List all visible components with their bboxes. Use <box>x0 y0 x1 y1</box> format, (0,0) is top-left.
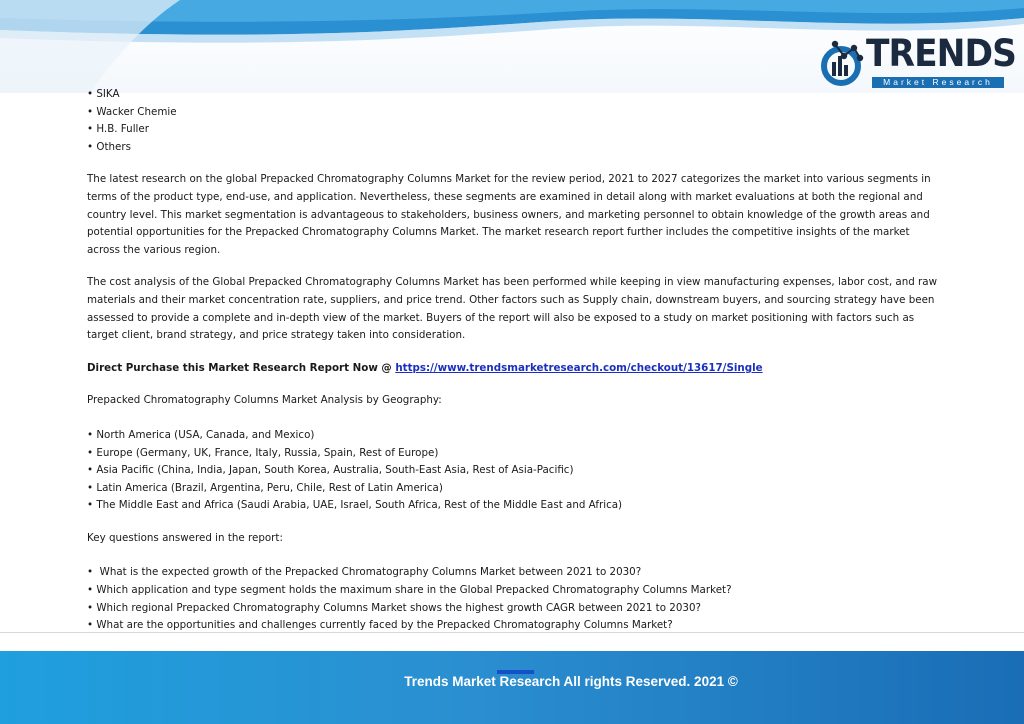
questions-list <box>87 564 937 634</box>
list-item: • What are the opportunities and challenges currently faced by the Prepacked Chromatography Columns Market? <box>87 617 937 635</box>
purchase-link[interactable]: https://www.trendsmarketresearch.com/checkout/13617/Single <box>395 361 763 374</box>
companies-list <box>87 86 937 156</box>
page-header <box>0 0 1024 93</box>
list-item: • Latin America (Brazil, Argentina, Peru, Chile, Rest of Latin America) <box>87 480 937 498</box>
list-item: • Asia Pacific (China, India, Japan, South Korea, Australia, South-East Asia, Rest of Asia-Pacific) <box>87 462 937 480</box>
list-item: • Which application and type segment holds the maximum share in the Global Prepacked Chromatography Columns Market? <box>87 582 937 600</box>
trends-logo <box>820 32 1017 90</box>
purchase-line <box>87 360 937 378</box>
list-item: • Wacker Chemie <box>87 104 937 122</box>
logo-mark-icon <box>820 34 868 90</box>
list-item: • The Middle East and Africa (Saudi Arabia, UAE, Israel, South Africa, Rest of the Middle East and Africa) <box>87 497 937 515</box>
list-item: • North America (USA, Canada, and Mexico) <box>87 427 937 445</box>
footer-divider <box>0 632 1024 633</box>
list-item: • Others <box>87 139 937 157</box>
page-footer <box>0 651 1024 724</box>
list-item: • H.B. Fuller <box>87 121 937 139</box>
geography-list <box>87 427 937 515</box>
list-item: • Europe (Germany, UK, France, Italy, Russia, Spain, Rest of Europe) <box>87 445 937 463</box>
list-item: • Which regional Prepacked Chromatography Columns Market shows the highest growth CAGR between 2021 to 2030? <box>87 600 937 618</box>
copyright-notice: Trends Market Research All rights Reserved. 2021 © <box>404 674 738 689</box>
list-item: • What is the expected growth of the Prepacked Chromatography Columns Market between 2021 to 2030? <box>87 564 937 582</box>
document-body <box>87 86 937 635</box>
purchase-label: Direct Purchase this Market Research Report Now @ <box>87 361 396 374</box>
logo-tagline: Market Research <box>872 77 1004 88</box>
cost-analysis-paragraph: The cost analysis of the Global Prepacked Chromatography Columns Market has been performed while keeping in view manufacturing expenses, labor cost, and raw materials and their market concentration rate, suppliers, and price trend. Other factors such as Supply chain, downstream buyers, and sourcing strategy have been assessed to provide a complete and in-depth view of the market. Buyers of the report will also be exposed to a study on market positioning with factors such as target client, brand strategy, and price strategy taken into consideration. <box>87 276 937 342</box>
questions-heading: Key questions answered in the report: <box>87 531 283 544</box>
logo-brand-text: TRENDS <box>866 32 1017 75</box>
segmentation-paragraph: The latest research on the global Prepacked Chromatography Columns Market for the review period, 2021 to 2027 categorizes the market into various segments in terms of the product type, end-use, and application. Nevertheless, these segments are examined in detail along with market evaluations at both the regional and country level. This market segmentation is advantageous to stakeholders, business owners, and marketing personnel to obtain knowledge of the growth areas and potential opportunities for the Prepacked Chromatography Columns Market. The market research report further includes the competitive insights of the market across the various region. <box>87 173 931 256</box>
geography-heading: Prepacked Chromatography Columns Market Analysis by Geography: <box>87 394 442 407</box>
list-item: • SIKA <box>87 86 937 104</box>
